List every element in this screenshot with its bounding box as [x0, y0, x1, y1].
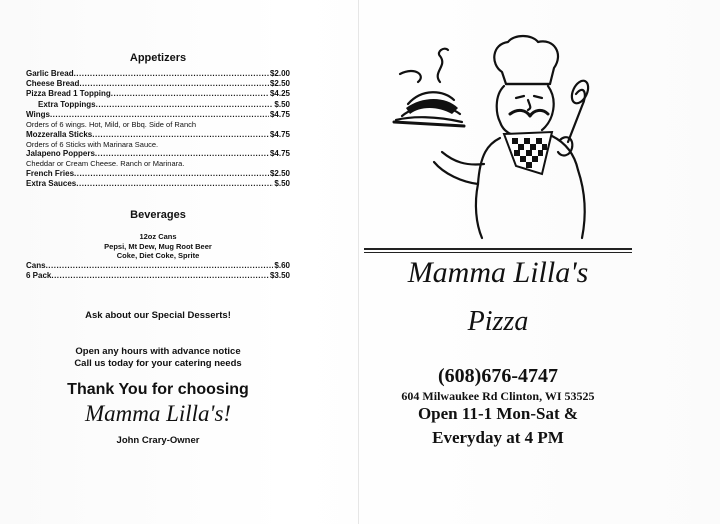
beverage-header-line: Pepsi, Mt Dew, Mug Root Beer [104, 241, 212, 251]
dot-leader [95, 149, 269, 159]
menu-item [26, 100, 290, 110]
menu-item-name: Cheese Bread [26, 79, 80, 89]
show-through-text [90, 34, 94, 50]
dot-leader [79, 79, 269, 89]
page-fold [358, 0, 359, 524]
appetizers-title: Appetizers [129, 52, 187, 64]
dot-leader [76, 179, 273, 189]
beverages-title: Beverages [130, 209, 186, 222]
beverage-header-line: Coke, Diet Coke, Sprite [116, 251, 200, 261]
dot-leader [74, 169, 269, 179]
menu-item-name: Garlic Bread [26, 69, 74, 78]
desserts-line: Ask about our Special Desserts! [85, 310, 231, 321]
address: 604 Milwaukee Rd Clinton, WI 53525 [401, 389, 595, 403]
menu-item [26, 69, 290, 79]
dot-leader [92, 130, 269, 140]
notice-line-1: Open any hours with advance notice [75, 346, 241, 357]
menu-item-name: French Fries [26, 168, 75, 178]
menu-item-name: Wings [26, 109, 50, 119]
menu-item [26, 179, 290, 189]
notice-line-2: Call us today for your catering needs [74, 358, 242, 369]
menu-item-price: $2.50 [269, 168, 290, 178]
menu-item [26, 89, 290, 99]
owner-line: John Crary-Owner [116, 435, 200, 446]
dot-leader [111, 89, 269, 99]
menu-item-name: Pizza Bread 1 Topping [26, 89, 111, 99]
restaurant-name: Mamma Lilla's [407, 256, 589, 289]
hours-line-1: Open 11-1 Mon-Sat & [417, 404, 579, 423]
appetizers-list [26, 69, 290, 189]
menu-item-name: Mozzeralla Sticks [26, 129, 93, 139]
menu-item [26, 271, 290, 281]
thanks-line: Thank You for choosing [67, 381, 249, 398]
menu-item-price: $2.50 [269, 79, 290, 89]
menu-item-name: Extra Sauces [26, 179, 77, 189]
menu-item [26, 130, 290, 140]
phone-number: (608)676-4747 [438, 365, 558, 387]
dot-leader [96, 100, 274, 110]
menu-item [26, 110, 290, 120]
beverage-header-line: 12oz Cans [139, 232, 177, 242]
menu-item-name: 6 Pack [26, 271, 52, 281]
menu-item-name: Jalapeno Poppers [26, 149, 95, 159]
restaurant-type: Pizza [467, 306, 529, 337]
chef-serving-pizza-icon [392, 34, 606, 240]
divider-rule [364, 252, 632, 253]
menu-item [26, 149, 290, 159]
hours-line-2: Everyday at 4 PM [432, 428, 564, 447]
menu-item-price: $.50 [274, 99, 290, 109]
menu-item [26, 79, 290, 89]
menu-item-price: $4.25 [269, 89, 290, 99]
dot-leader [46, 261, 274, 271]
menu-item-price: $4.75 [269, 149, 290, 159]
menu-item [26, 261, 290, 271]
divider-rule [364, 248, 632, 250]
dot-leader [74, 69, 269, 79]
left-panel [26, 52, 290, 281]
menu-item-price: $2.00 [269, 69, 290, 78]
menu-item-price: $.50 [274, 179, 290, 189]
menu-item-note: Orders of 6 wings. Hot, Mild, or Bbq. Side of Ranch [26, 120, 197, 130]
menu-item-price: $3.50 [269, 271, 290, 281]
menu-item-note: Orders of 6 Sticks with Marinara Sauce. [26, 139, 159, 149]
dot-leader [50, 110, 269, 120]
thanks-restaurant-name: Mamma Lilla's! [84, 401, 232, 426]
menu-item-price: $4.75 [269, 109, 290, 119]
menu-item-name: Extra Toppings [38, 99, 96, 109]
menu-item-price: $4.75 [269, 129, 290, 139]
menu-item-price: $.60 [274, 260, 290, 270]
menu-item-note: Cheddar or Cream Cheese. Ranch or Marinara. [26, 159, 185, 169]
menu-item [26, 169, 290, 179]
beverages-list [26, 261, 290, 281]
dot-leader [51, 271, 269, 281]
menu-item-name: Cans [26, 260, 46, 270]
